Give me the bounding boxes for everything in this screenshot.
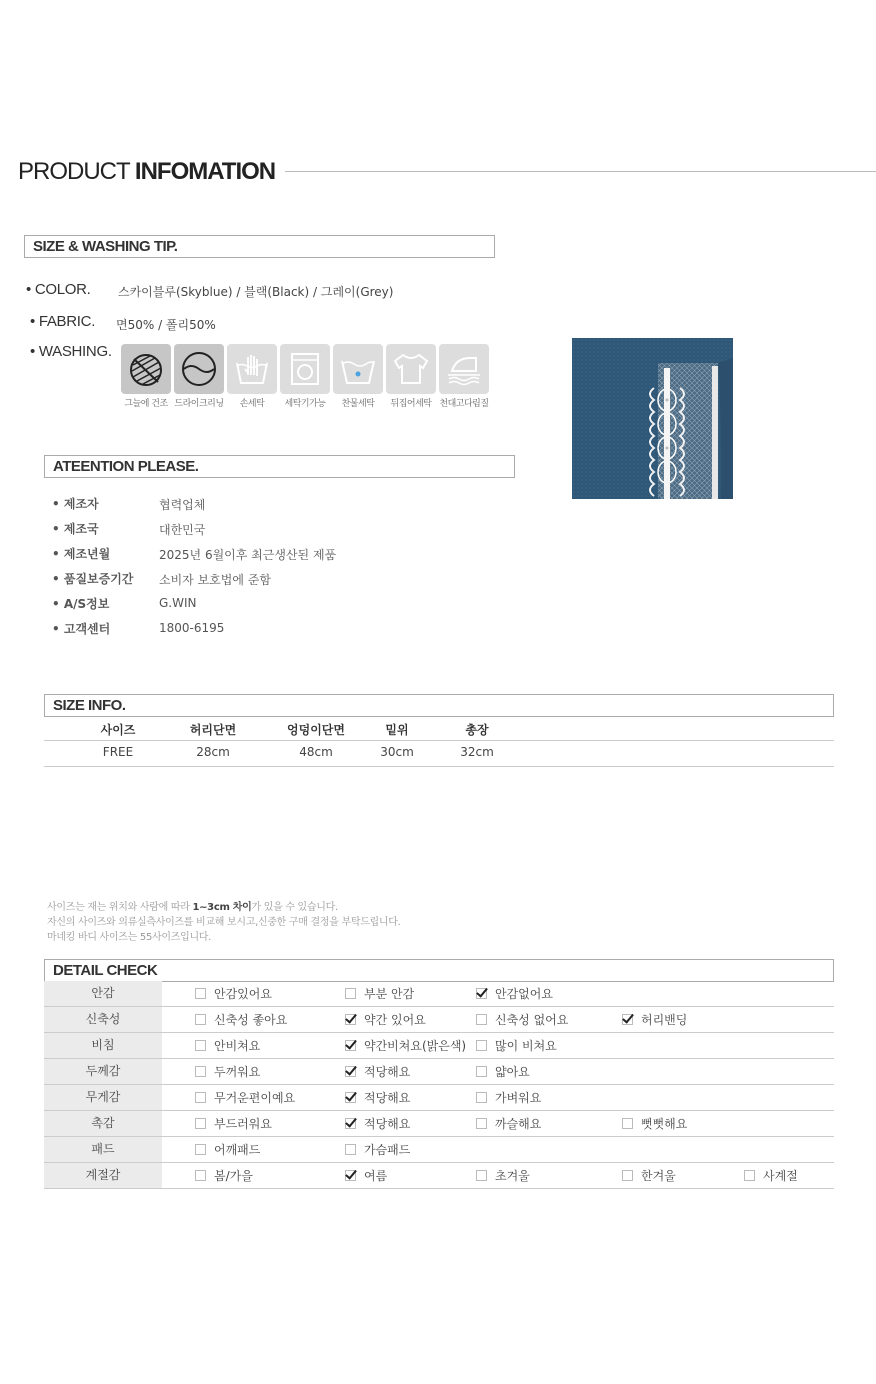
- detail-check-option: [195, 1137, 260, 1162]
- detail-check-option-label: 신축성 좋아요: [214, 1013, 288, 1027]
- detail-check-option: [195, 1111, 272, 1136]
- attention-row-label: • A/S정보: [52, 597, 110, 611]
- attention-row-value: 대한민국: [159, 523, 206, 537]
- detail-check-option-label: 적당해요: [364, 1091, 411, 1105]
- checkbox-empty-icon: [476, 1118, 487, 1129]
- checkbox-empty-icon: [476, 1092, 487, 1103]
- detail-check-option-label: 신축성 없어요: [495, 1013, 569, 1027]
- size-table-cell: 28cm: [196, 745, 230, 759]
- attention-row-value: 2025년 6월이후 최근생산된 제품: [159, 548, 337, 562]
- detail-check-option-label: 적당해요: [364, 1117, 411, 1131]
- detail-check-option: [345, 1033, 466, 1058]
- fabric-detail-photo: [572, 338, 733, 499]
- color-label: • COLOR.: [26, 281, 91, 298]
- detail-check-row-label: 무게감: [44, 1085, 162, 1110]
- detail-check-row: [44, 1085, 834, 1111]
- detail-check-option: [345, 1111, 410, 1136]
- fabric-label: • FABRIC.: [30, 313, 96, 330]
- detail-check-option-label: 안비쳐요: [214, 1039, 261, 1053]
- detail-check-option-label: 약간 있어요: [364, 1013, 426, 1027]
- detail-check-option: [195, 1085, 295, 1110]
- detail-check-option-label: 여름: [364, 1169, 388, 1183]
- heading-divider: [285, 171, 876, 172]
- detail-check-option: [476, 1059, 530, 1084]
- size-table-header: 밑위: [385, 723, 409, 737]
- detail-check-option-label: 한겨울: [641, 1169, 676, 1183]
- inside-out-wash-icon: [386, 344, 436, 394]
- washing-icon-label: 천대고다림질: [439, 399, 489, 409]
- detail-check-option-label: 가슴패드: [364, 1143, 411, 1157]
- checkbox-empty-icon: [622, 1118, 633, 1129]
- detail-check-option-label: 적당해요: [364, 1065, 411, 1079]
- checkbox-empty-icon: [476, 1170, 487, 1181]
- detail-check-option-label: 허리밴딩: [641, 1013, 688, 1027]
- checkbox-empty-icon: [476, 1014, 487, 1025]
- attention-row-label: • 제조년월: [52, 547, 111, 561]
- size-table-header: 엉덩이단면: [287, 723, 345, 737]
- detail-check-option: [622, 1163, 676, 1188]
- detail-check-option-label: 안감있어요: [214, 987, 272, 1001]
- detail-check-option: [345, 1059, 410, 1084]
- attention-row-value: 협력업체: [159, 498, 206, 512]
- detail-check-option-label: 사계절: [763, 1169, 798, 1183]
- size-table-header: 총장: [465, 723, 489, 737]
- detail-check-row-label: 신축성: [44, 1007, 162, 1032]
- size-table-cell: 48cm: [299, 745, 333, 759]
- washing-icon-label: 드라이크리닝: [174, 399, 224, 409]
- attention-row-label: • 고객센터: [52, 622, 111, 636]
- size-note-1c: 가 있을 수 있습니다.: [251, 902, 338, 913]
- detail-check-row-label: 패드: [44, 1137, 162, 1162]
- detail-check-option: [476, 1111, 541, 1136]
- detail-check-option: [195, 1163, 253, 1188]
- page-title-bold: INFOMATION: [134, 158, 276, 185]
- washing-icons-group: [121, 344, 501, 414]
- size-washing-section-title: SIZE & WASHING TIP.: [24, 235, 495, 258]
- checkbox-empty-icon: [195, 1144, 206, 1155]
- checkbox-empty-icon: [622, 1170, 633, 1181]
- attention-section-title: ATEENTION PLEASE.: [44, 455, 515, 478]
- checkbox-checked-icon: [476, 988, 487, 999]
- detail-check-option: [195, 981, 272, 1006]
- checkbox-checked-icon: [345, 1118, 356, 1129]
- attention-row-label: • 제조국: [52, 522, 99, 536]
- size-table-cell: FREE: [102, 745, 134, 759]
- checkbox-checked-icon: [345, 1040, 356, 1051]
- detail-check-option-label: 어깨패드: [214, 1143, 261, 1157]
- checkbox-checked-icon: [345, 1092, 356, 1103]
- detail-check-option: [476, 1007, 568, 1032]
- detail-check-row-label: 계절감: [44, 1163, 162, 1188]
- detail-check-option: [195, 1007, 287, 1032]
- detail-check-row: [44, 1007, 834, 1033]
- detail-check-option: [195, 1033, 260, 1058]
- checkbox-empty-icon: [744, 1170, 755, 1181]
- detail-check-option: [622, 1007, 687, 1032]
- attention-row-value: 1800-6195: [159, 621, 225, 635]
- detail-check-option: [345, 1137, 410, 1162]
- detail-check-option: [195, 1059, 260, 1084]
- detail-check-option: [345, 1163, 387, 1188]
- detail-check-row-label: 촉감: [44, 1111, 162, 1136]
- detail-check-option: [345, 1007, 426, 1032]
- detail-check-option-label: 봄/가을: [214, 1169, 253, 1183]
- washing-icon-label: 찬물세탁: [341, 399, 375, 409]
- checkbox-empty-icon: [195, 1014, 206, 1025]
- hand-wash-icon: [227, 344, 277, 394]
- detail-check-row: [44, 1163, 834, 1189]
- detail-check-section-title: DETAIL CHECK: [44, 959, 834, 982]
- detail-check-option: [476, 1085, 541, 1110]
- attention-row-label: • 품질보증기간: [52, 572, 134, 586]
- page-title-light: PRODUCT: [18, 158, 130, 185]
- detail-check-option: [345, 1085, 410, 1110]
- size-table-cell: 32cm: [460, 745, 494, 759]
- detail-check-option-label: 얇아요: [495, 1065, 530, 1079]
- detail-check-option-label: 안감없어요: [495, 987, 553, 1001]
- detail-check-row: [44, 1033, 834, 1059]
- detail-check-option-label: 가벼워요: [495, 1091, 542, 1105]
- checkbox-checked-icon: [345, 1170, 356, 1181]
- size-note-1a: 사이즈는 재는 위치와 사람에 따라: [47, 902, 193, 913]
- attention-row-value: G.WIN: [159, 596, 197, 610]
- detail-check-option: [744, 1163, 798, 1188]
- detail-check-row: [44, 1059, 834, 1085]
- checkbox-empty-icon: [195, 1066, 206, 1077]
- page-title: [18, 158, 275, 186]
- checkbox-empty-icon: [345, 1144, 356, 1155]
- detail-check-row: [44, 981, 834, 1007]
- checkbox-checked-icon: [345, 1066, 356, 1077]
- washing-icon-label: 세탁기가능: [284, 399, 326, 409]
- cold-wash-icon: [333, 344, 383, 394]
- checkbox-empty-icon: [195, 988, 206, 999]
- size-note-2: 자신의 사이즈와 의류실측사이즈를 비교해 보시고,신중한 구매 결정을 부탁드립니다.: [47, 917, 401, 928]
- checkbox-empty-icon: [195, 1040, 206, 1051]
- checkbox-empty-icon: [476, 1066, 487, 1077]
- checkbox-checked-icon: [345, 1014, 356, 1025]
- color-value: 스카이블루(Skyblue) / 블랙(Black) / 그레이(Grey): [118, 285, 394, 299]
- detail-check-option-label: 두꺼워요: [214, 1065, 261, 1079]
- shade-dry-icon: [121, 344, 171, 394]
- detail-check-option-label: 까슬해요: [495, 1117, 542, 1131]
- detail-check-option-label: 뻣뻣해요: [641, 1117, 688, 1131]
- detail-check-option-label: 부드러워요: [214, 1117, 272, 1131]
- machine-wash-icon: [280, 344, 330, 394]
- fabric-value: 면50% / 폴리50%: [116, 318, 216, 332]
- detail-check-option-label: 약간비쳐요(밝은색): [364, 1039, 467, 1053]
- washing-icon-label: 뒤집어세탁: [390, 399, 432, 409]
- dry-clean-icon: [174, 344, 224, 394]
- detail-check-option-label: 많이 비쳐요: [495, 1039, 557, 1053]
- size-table-header: 허리단면: [189, 723, 237, 737]
- detail-check-option-label: 무거운편이예요: [214, 1091, 296, 1105]
- checkbox-empty-icon: [476, 1040, 487, 1051]
- detail-check-option: [476, 1163, 530, 1188]
- size-table-header: 사이즈: [100, 723, 136, 737]
- detail-check-option: [476, 981, 553, 1006]
- checkbox-empty-icon: [195, 1170, 206, 1181]
- washing-label: • WASHING.: [30, 343, 112, 360]
- checkbox-empty-icon: [345, 988, 356, 999]
- detail-check-option: [476, 1033, 557, 1058]
- detail-check-option: [345, 981, 414, 1006]
- detail-check-row-label: 비침: [44, 1033, 162, 1058]
- checkbox-checked-icon: [622, 1014, 633, 1025]
- checkbox-empty-icon: [195, 1118, 206, 1129]
- size-table: [44, 716, 834, 767]
- size-note-1: [47, 898, 338, 913]
- detail-check-row: [44, 1137, 834, 1163]
- iron-cloth-icon: [439, 344, 489, 394]
- size-table-bottom-border: [44, 766, 834, 767]
- detail-check-row-label: 두께감: [44, 1059, 162, 1084]
- washing-icon-label: 손세탁: [239, 399, 265, 409]
- size-note-1b: 1~3cm 차이: [192, 902, 252, 913]
- checkbox-empty-icon: [195, 1092, 206, 1103]
- detail-check-table: [44, 981, 834, 1189]
- attention-row-label: • 제조자: [52, 497, 99, 511]
- washing-icon-label: 그늘에 건조: [124, 399, 168, 409]
- size-table-divider: [44, 740, 834, 741]
- size-info-section-title: SIZE INFO.: [44, 694, 834, 717]
- detail-check-row: [44, 1111, 834, 1137]
- detail-check-option-label: 부분 안감: [364, 987, 415, 1001]
- detail-check-option: [622, 1111, 687, 1136]
- detail-check-option-label: 초겨울: [495, 1169, 530, 1183]
- size-table-cell: 30cm: [380, 745, 414, 759]
- attention-row-value: 소비자 보호법에 준함: [159, 573, 271, 587]
- size-note-3: 마네킹 바디 사이즈는 55사이즈입니다.: [47, 932, 212, 943]
- detail-check-row-label: 안감: [44, 981, 162, 1006]
